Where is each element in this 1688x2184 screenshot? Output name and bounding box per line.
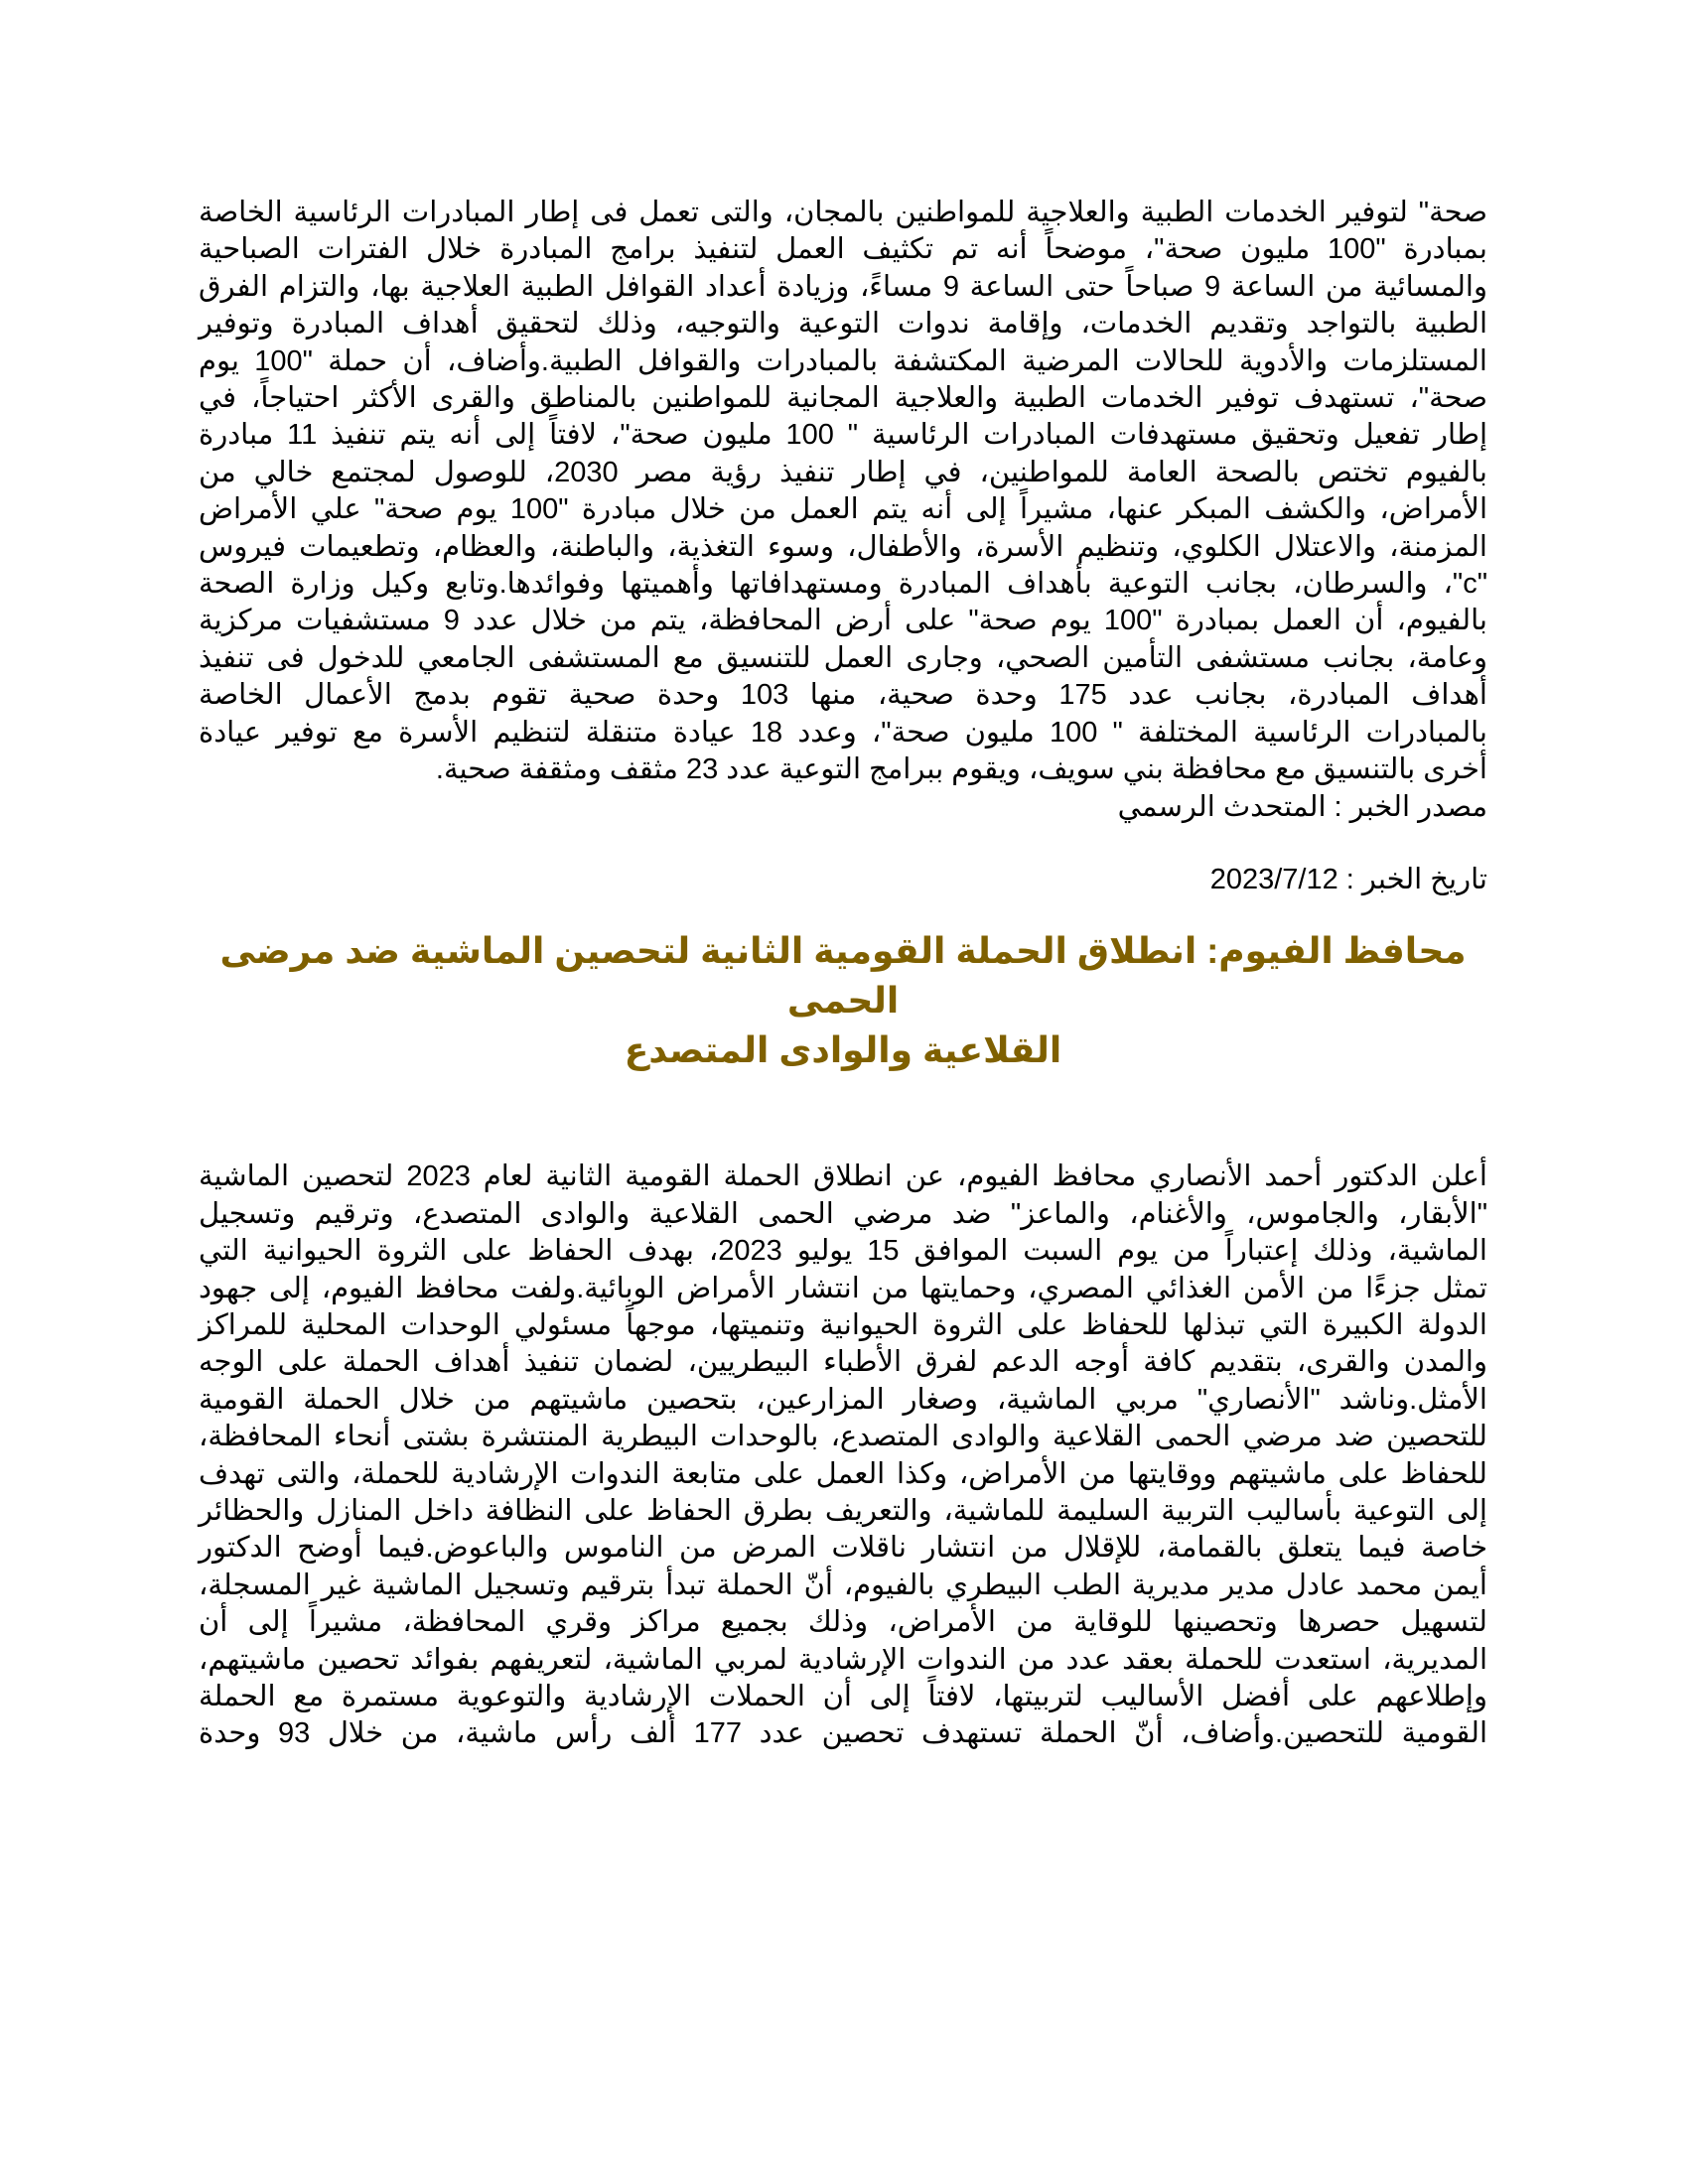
article1-line: بالفيوم تختص بالصحة العامة للمواطنين، في إطار تنفيذ رؤية مصر 2030، للوصول لمجتمع خالي من xyxy=(199,456,1488,488)
news-source: مصدر الخبر : المتحدث الرسمي xyxy=(1117,790,1487,823)
article2-line: وإطلاعهم على أفضل الأساليب لتربيتها، لافتاً إلى أن الحملات الإرشادية والتوعوية مستمرة مع الحملة xyxy=(199,1681,1487,1712)
headline-line-1: محافظ الفيوم: انطلاق الحملة القومية الثانية لتحصين الماشية ضد مرضى الحمى xyxy=(219,930,1467,1022)
article2-line: "الأبقار، والجاموس، والأغنام، والماعز" ضد مرضي الحمى القلاعية والوادى المتصدع، وترقيم وتسجيل xyxy=(199,1197,1487,1230)
article2-line: الدولة الكبيرة التي تبذلها للحفاظ على الثروة الحيوانية وتنميتها، موجهاً مسئولي الوحدات المحلية للمراكز xyxy=(199,1308,1487,1341)
article1-line: إطار تفعيل وتحقيق مستهدفات المبادرات الرئاسية " 100 مليون صحة"، لافتاً إلى أنه يتم تنفيذ 11 مبادرة xyxy=(199,419,1487,452)
article1-line: بالمبادرات الرئاسية المختلفة " 100 مليون صحة"، وعدد 18 عيادة متنقلة لتنظيم الأسرة مع توفير عيادة xyxy=(199,716,1487,749)
article2-line: القومية للتحصين.وأضاف، أنّ الحملة تستهدف تحصين عدد 177 ألف رأس ماشية، من خلال 93 وحدة xyxy=(199,1717,1487,1750)
article2-line: أيمن محمد عادل مدير مديرية الطب البيطري بالفيوم، أنّ الحملة تبدأ بترقيم وتسجيل الماشية غير المسجلة، xyxy=(199,1569,1487,1601)
article1-line: وعامة، بجانب مستشفى التأمين الصحي، وجارى العمل للتنسيق مع المستشفى الجامعي للدخول فى تنفيذ xyxy=(199,641,1487,674)
article2-line: خاصة فيما يتعلق بالقمامة، للإقلال من انتشار ناقلات المرض من الناموس والباعوض.فيما أوضح الدكتور xyxy=(199,1532,1487,1565)
article1-line: المزمنة، والاعتلال الكلوي، وتنظيم الأسرة، والأطفال، وسوء التغذية، والباطنة، والعظام، وتطعيمات فيروس xyxy=(199,530,1487,563)
headline-line-2: القلاعية والوادى المتصدع xyxy=(624,1029,1062,1071)
article2-line: والمدن والقرى، بتقديم كافة أوجه الدعم لفرق الأطباء البيطريين، لضمان تنفيذ أهداف الحملة على الوجه xyxy=(199,1346,1487,1379)
article1-line: صحة" لتوفير الخدمات الطبية والعلاجية للمواطنين بالمجان، والتى تعمل فى إطار المبادرات الرئاسية الخاصة xyxy=(199,197,1487,228)
article1-line: الأمراض، والكشف المبكر عنها، مشيراً إلى أنه يتم العمل من خلال مبادرة "100 يوم صحة" علي الأمراض xyxy=(199,493,1488,526)
article1-line: صحة"، تستهدف توفير الخدمات الطبية والعلاجية المجانية للمواطنين بالمناطق والقرى الأكثر احتياجاً، في xyxy=(199,382,1487,415)
article1-body xyxy=(199,195,1487,789)
article1-line: الطبية بالتواجد وتقديم الخدمات، وإقامة ندوات التوعية والتوجيه، وذلك لتحقيق أهداف المبادرة وتوفير xyxy=(199,308,1487,341)
article2-line: تمثل جزءًا من الأمن الغذائي المصري، وحمايتها من انتشار الأمراض الوبائية.ولفت محافظ الفيوم، إلى جهود xyxy=(199,1272,1487,1304)
article1-line: أخرى بالتنسيق مع محافظة بني سويف، ويقوم ببرامج التوعية عدد 23 مثقف ومثقفة صحية. xyxy=(435,753,1487,786)
article1-line: بمبادرة "100 مليون صحة"، موضحاً أنه تم تكثيف العمل لتنفيذ برامج المبادرة خلال الفترات الصباحية xyxy=(199,233,1488,266)
document-page xyxy=(199,195,1487,1753)
article1-line: المستلزمات والأدوية للحالات المرضية المكتشفة بالمبادرات والقوافل الطبية.وأضاف، أن حملة "100 يوم xyxy=(199,344,1487,377)
article1-line: أهداف المبادرة، بجانب عدد 175 وحدة صحية، منها 103 وحدة صحية تقوم بدمج الأعمال الخاصة xyxy=(199,679,1487,712)
article2-line: للتحصين ضد مرضي الحمى القلاعية والوادى المتصدع، بالوحدات البيطرية المنتشرة بشتى أنحاء المحافظة، xyxy=(199,1421,1487,1453)
article2-line: للحفاظ على ماشيتهم ووقايتها من الأمراض، وكذا العمل على متابعة الندوات الإرشادية للحملة، والتى تهدف xyxy=(199,1457,1487,1490)
article2-line: أعلن الدكتور أحمد الأنصاري محافظ الفيوم، عن انطلاق الحملة القومية الثانية لعام 2023 لتحصين الماشية xyxy=(199,1160,1487,1193)
article2-headline xyxy=(199,926,1487,1075)
article1-line: "c"، والسرطان، بجانب التوعية بأهداف المبادرة ومستهدافاتها وأهميتها وفوائدها.وتابع وكيل وزارة الصحة xyxy=(199,568,1487,601)
article2-line: لتسهيل حصرها وتحصينها للوقاية من الأمراض، وذلك بجميع مراكز وقري المحافظة، مشيراً إلى أن xyxy=(199,1606,1487,1639)
article2-line: الأمثل.وناشد "الأنصاري" مربي الماشية، وصغار المزارعين، بتحصين ماشيتهم من خلال الحملة القومية xyxy=(199,1383,1487,1416)
article2-line: إلى التوعية بأساليب التربية السليمة للماشية، والتعريف بطرق الحفاظ على النظافة داخل المنازل والحظائر xyxy=(199,1494,1487,1527)
article1-line: بالفيوم، أن العمل بمبادرة "100 يوم صحة" على أرض المحافظة، يتم من خلال عدد 9 مستشفيات مركزية xyxy=(199,605,1487,637)
article2-body xyxy=(199,1159,1487,1753)
article1-line: والمسائية من الساعة 9 صباحاً حتى الساعة 9 مساءً، وزيادة أعداد القوافل الطبية العلاجية بها، والتزام الفرق xyxy=(199,270,1487,303)
article2-line: المديرية، استعدت للحملة بعقد عدد من الندوات الإرشادية لمربي الماشية، لتعريفهم بفوائد تحصين ماشيتهم، xyxy=(199,1643,1487,1676)
article2-line: الماشية، وذلك إعتباراً من يوم السبت الموافق 15 يوليو 2023، بهدف الحفاظ على الثروة الحيوانية التي xyxy=(199,1235,1487,1268)
news-date: تاريخ الخبر : 2023/7/12 xyxy=(1209,863,1487,895)
